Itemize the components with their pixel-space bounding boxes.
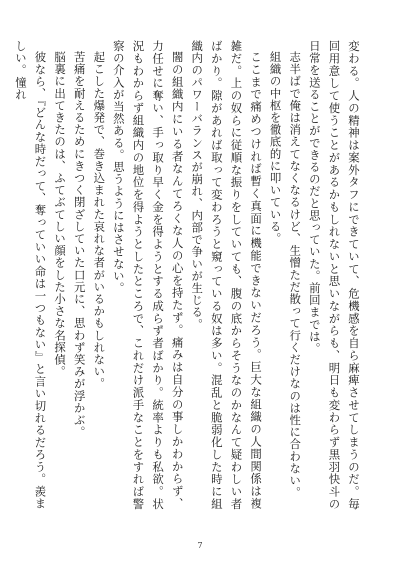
paragraph: 志半ばで俺は消えてなくなるけど、生憎ただ散って行くだけなのは性に合わない。 — [288, 51, 303, 500]
paragraph: 苦痛を耐えるためにきつく閉ざしていた口元に、思わず笑みが浮かぶ。 — [72, 51, 87, 439]
paragraph: 闇の組織内にいる者なんてろくな人の心を持たず。痛みは自分の事しかわからず、力任せに奪い、手っ取り早く金を得ようとする成らず者ばかり。統率よりも私欲。状況もわからず組織内の地位を得ようとしたところで、これだけ派手なことをすれば警察の介入が当然ある。思うようにはさせない。 — [111, 40, 185, 510]
paragraph: 変わる。人の精神は案外タフにできていて、危機感を自ら麻痺させてしまうのだ。毎回用意して使うことがあるかもしれないと思いながらも、明日も変わらず黒羽快斗の日常を送ることができるのだと思っていた。前回までは。 — [307, 40, 361, 510]
paragraph: 彼なら、『どんな時だって、奪っていい命は一つもない』と言い切れるだろう。羨ましい。憧れ — [13, 40, 48, 510]
paragraph: ここまで痛めつければ暫く真面に機能できないだろう。巨大な組織の人間関係は複雑だ。上の奴らに従順な振りをしていても、腹の底からそうなのかなんて疑わしい者ばかり。隙があれば取って変わろうと窺っている奴は多い。混乱と脆弱化した時に組織内のパワーバランスが崩れ、内部で争いが生じる。 — [190, 40, 264, 510]
paragraph: 組織の中枢を徹底的に叩いている。 — [268, 51, 283, 245]
vertical-text-body — [13, 40, 363, 510]
paragraph: 脳裏に出てきたのは、ふてぶてしい顔をした小さな名探偵。 — [53, 51, 68, 379]
page-number: 7 — [197, 541, 203, 550]
paragraph: 起こした爆発で、巻き込まれた哀れな者がいるかもしれない。 — [92, 51, 107, 391]
